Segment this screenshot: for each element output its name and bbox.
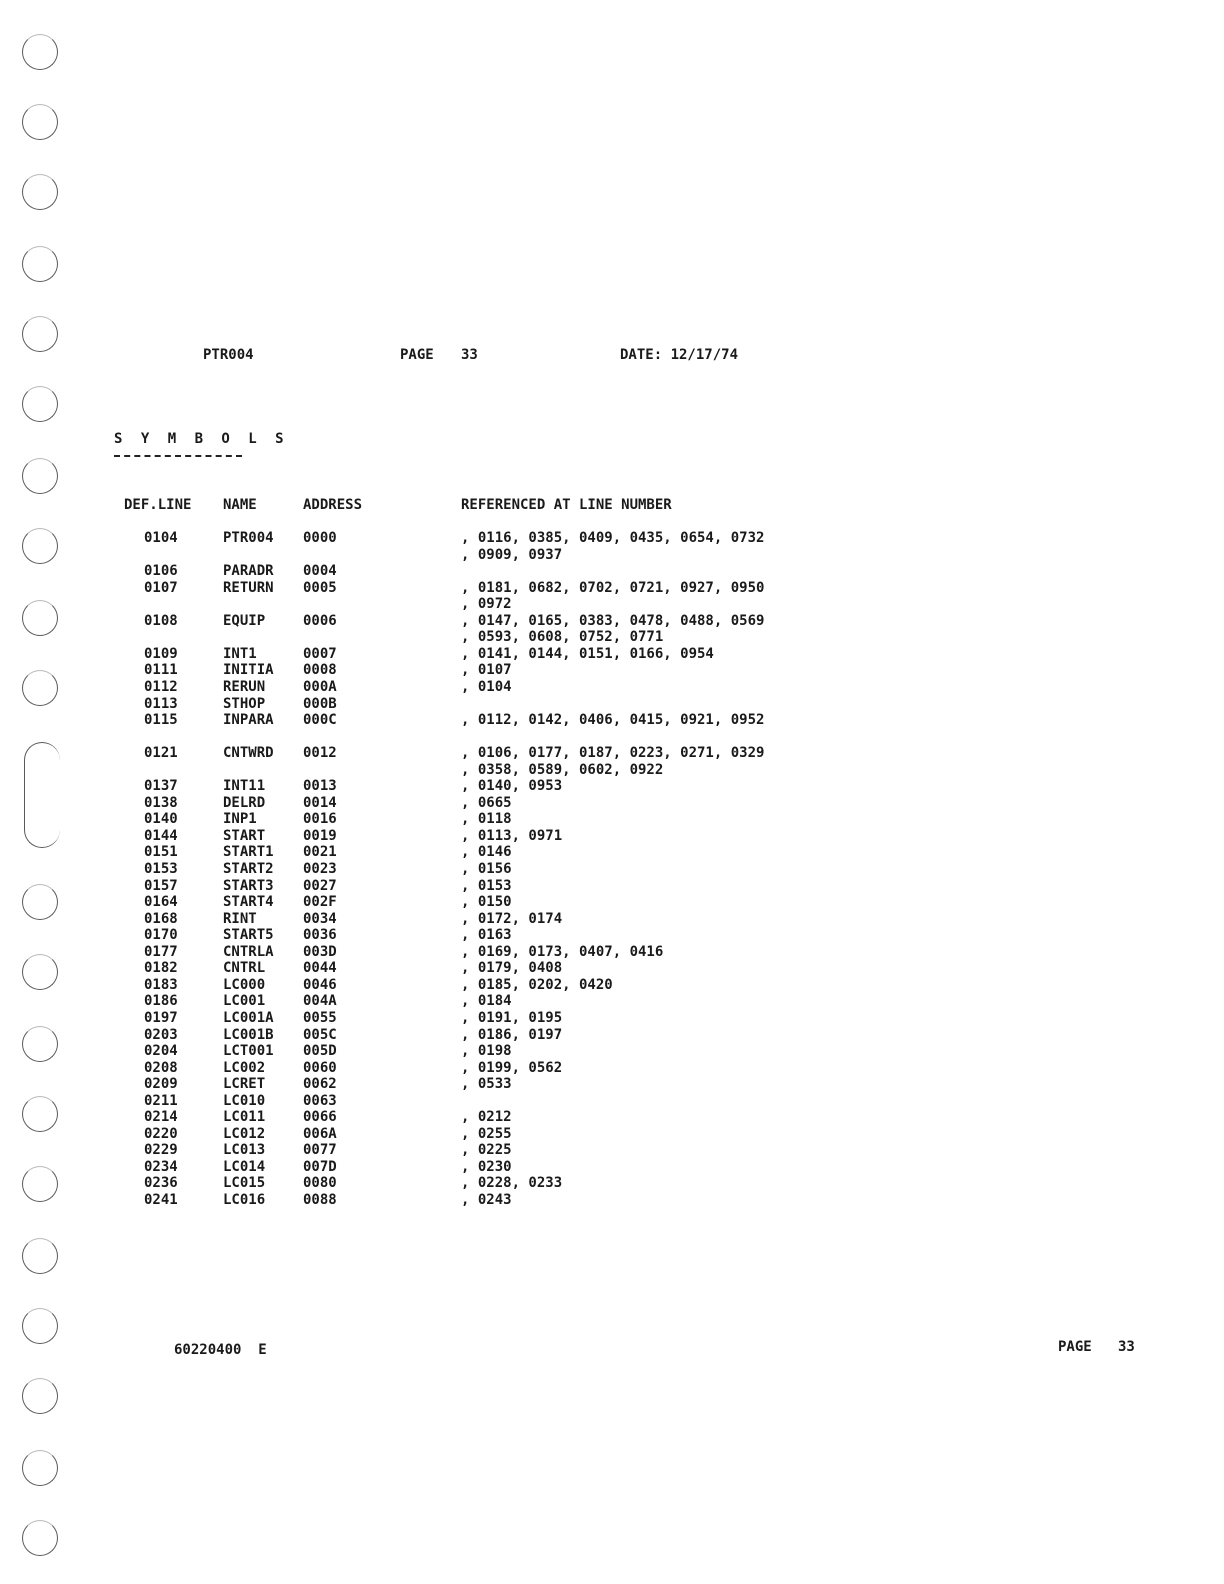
def-line-cell: 0209 [144,1076,178,1093]
references-cell: , 0163 [461,927,512,944]
references-cell: , 0665 [461,794,512,811]
def-line-cell: 0220 [144,1125,178,1142]
name-cell: PTR004 [223,530,274,546]
table-row [0,1109,1224,1125]
references-cell: , 0199, 0562 [461,1059,563,1076]
references-cell: , 0358, 0589, 0602, 0922 [461,761,664,778]
col-def-line: DEF.LINE [124,497,192,513]
table-row [0,944,1224,960]
name-cell: LC011 [223,1109,266,1126]
punch-hole [22,1308,58,1344]
def-line-cell: 0182 [144,960,178,977]
references-cell: , 0153 [461,877,512,894]
address-cell: 006A [303,1125,337,1142]
table-row [0,1142,1224,1158]
table-row [0,1093,1224,1109]
references-cell: , 0243 [461,1192,512,1208]
table-row [0,679,1224,695]
section-title-underline [114,455,242,457]
def-line-cell: 0138 [144,794,178,811]
references-cell: , 0185, 0202, 0420 [461,976,613,993]
references-cell: , 0909, 0937 [461,546,563,563]
def-line-cell: 0203 [144,1026,178,1043]
address-cell: 0080 [303,1175,337,1192]
table-row [0,712,1224,728]
table-row [0,696,1224,712]
punch-hole [22,1450,58,1486]
punch-hole [22,316,58,352]
table-row [0,1175,1224,1191]
name-cell: LCT001 [223,1043,274,1060]
name-cell: DELRD [223,794,266,811]
name-cell: START [223,827,266,844]
address-cell: 0008 [303,662,337,679]
address-cell: 0019 [303,827,337,844]
def-line-cell: 0241 [144,1192,178,1208]
table-row [0,662,1224,678]
def-line-cell: 0113 [144,695,178,712]
name-cell: CNTRL [223,960,266,977]
address-cell: 000B [303,695,337,712]
references-cell: , 0118 [461,811,512,828]
table-row [0,778,1224,794]
def-line-cell: 0115 [144,712,178,729]
def-line-cell: 0236 [144,1175,178,1192]
address-cell: 0063 [303,1092,337,1109]
table-row [0,580,1224,596]
table-row [0,911,1224,927]
address-cell: 0016 [303,811,337,828]
name-cell: LC001 [223,993,266,1010]
footer-page-number: 33 [1118,1339,1135,1355]
header-date: DATE: 12/17/74 [620,347,739,363]
def-line-cell: 0177 [144,943,178,960]
address-cell: 0005 [303,579,337,596]
punch-hole [22,34,58,70]
def-line-cell: 0164 [144,894,178,911]
address-cell: 0014 [303,794,337,811]
punch-hole [22,386,58,422]
address-cell: 0007 [303,645,337,662]
punch-hole [22,1520,58,1556]
name-cell: START1 [223,844,274,861]
def-line-cell: 0107 [144,579,178,596]
def-line-cell: 0151 [144,844,178,861]
address-cell: 0013 [303,778,337,795]
address-cell: 004A [303,993,337,1010]
col-address: ADDRESS [303,497,363,513]
references-cell: , 0140, 0953 [461,778,563,795]
references-cell: , 0533 [461,1076,512,1093]
table-row [0,745,1224,761]
def-line-cell: 0197 [144,1009,178,1026]
col-references: REFERENCED AT LINE NUMBER [461,497,672,513]
references-cell: , 0116, 0385, 0409, 0435, 0654, 0732 [461,530,765,546]
table-row [0,1060,1224,1076]
def-line-cell: 0106 [144,563,178,580]
name-cell: RERUN [223,678,266,695]
footer-page-label: PAGE [1058,1339,1092,1355]
table-row [0,1027,1224,1043]
table-row [0,1043,1224,1059]
header-page-label: PAGE [400,347,434,363]
name-cell: INITIA [223,662,274,679]
def-line-cell: 0186 [144,993,178,1010]
table-row [0,861,1224,877]
address-cell: 0027 [303,877,337,894]
address-cell: 007D [303,1158,337,1175]
def-line-cell: 0208 [144,1059,178,1076]
name-cell: START4 [223,894,274,911]
references-cell: , 0184 [461,993,512,1010]
references-cell: , 0228, 0233 [461,1175,563,1192]
name-cell: LC012 [223,1125,266,1142]
address-cell: 005D [303,1043,337,1060]
name-cell: LC001B [223,1026,274,1043]
name-cell: LC016 [223,1192,266,1208]
address-cell: 0077 [303,1142,337,1159]
def-line-cell: 0111 [144,662,178,679]
def-line-cell: 0121 [144,745,178,762]
punch-hole [22,1378,58,1414]
def-line-cell: 0229 [144,1142,178,1159]
references-cell: , 0150 [461,894,512,911]
references-cell: , 0230 [461,1158,512,1175]
table-row [0,993,1224,1009]
name-cell: INPARA [223,712,274,729]
address-cell: 003D [303,943,337,960]
name-cell: RETURN [223,579,274,596]
references-cell: , 0141, 0144, 0151, 0166, 0954 [461,645,714,662]
name-cell: LC014 [223,1158,266,1175]
references-cell: , 0113, 0971 [461,827,563,844]
references-cell: , 0156 [461,861,512,877]
references-cell: , 0186, 0197 [461,1026,563,1043]
references-cell: , 0972 [461,596,512,613]
def-line-cell: 0153 [144,861,178,877]
address-cell: 0088 [303,1192,337,1208]
table-row [0,547,1224,563]
table-row [0,1076,1224,1092]
def-line-cell: 0183 [144,976,178,993]
program-name: PTR004 [203,347,254,363]
name-cell: LC001A [223,1009,274,1026]
def-line-cell: 0140 [144,811,178,828]
references-cell: , 0172, 0174 [461,910,563,927]
table-row [0,729,1224,745]
references-cell: , 0212 [461,1109,512,1126]
def-line-cell: 0234 [144,1158,178,1175]
name-cell: LC010 [223,1092,266,1109]
def-line-cell: 0214 [144,1109,178,1126]
table-row [0,977,1224,993]
punch-hole [22,174,58,210]
def-line-cell: 0204 [144,1043,178,1060]
def-line-cell: 0170 [144,927,178,944]
address-cell: 0034 [303,910,337,927]
address-cell: 0000 [303,530,337,546]
name-cell: CNTRLA [223,943,274,960]
name-cell: INP1 [223,811,257,828]
table-row [0,530,1224,546]
references-cell: , 0104 [461,678,512,695]
table-row [0,1192,1224,1208]
address-cell: 000C [303,712,337,729]
references-cell: , 0107 [461,662,512,679]
name-cell: EQUIP [223,612,266,629]
table-row [0,629,1224,645]
def-line-cell: 0168 [144,910,178,927]
name-cell: LC002 [223,1059,266,1076]
table-row [0,960,1224,976]
references-cell: , 0147, 0165, 0383, 0478, 0488, 0569 [461,612,765,629]
name-cell: START2 [223,861,274,877]
address-cell: 0021 [303,844,337,861]
section-title: S Y M B O L S [114,431,289,447]
punch-hole [22,104,58,140]
col-name: NAME [223,497,257,513]
address-cell: 0062 [303,1076,337,1093]
name-cell: LC013 [223,1142,266,1159]
name-cell: CNTWRD [223,745,274,762]
def-line-cell: 0104 [144,530,178,546]
address-cell: 0066 [303,1109,337,1126]
name-cell: LC000 [223,976,266,993]
name-cell: RINT [223,910,257,927]
table-row [0,811,1224,827]
name-cell: INT1 [223,645,257,662]
name-cell: LCRET [223,1076,266,1093]
address-cell: 0060 [303,1059,337,1076]
table-row [0,613,1224,629]
table-row [0,596,1224,612]
references-cell: , 0225 [461,1142,512,1159]
def-line-cell: 0211 [144,1092,178,1109]
table-row [0,878,1224,894]
table-row [0,828,1224,844]
def-line-cell: 0157 [144,877,178,894]
punch-hole [22,1238,58,1274]
name-cell: START3 [223,877,274,894]
footer-doc-number: 60220400 E [174,1342,267,1358]
references-cell: , 0255 [461,1125,512,1142]
name-cell: INT11 [223,778,266,795]
references-cell: , 0179, 0408 [461,960,563,977]
address-cell: 0046 [303,976,337,993]
references-cell: , 0106, 0177, 0187, 0223, 0271, 0329 [461,745,765,762]
references-cell: , 0198 [461,1043,512,1060]
address-cell: 0036 [303,927,337,944]
table-row [0,844,1224,860]
address-cell: 0004 [303,563,337,580]
table-row [0,894,1224,910]
def-line-cell: 0137 [144,778,178,795]
def-line-cell: 0108 [144,612,178,629]
name-cell: START5 [223,927,274,944]
name-cell: LC015 [223,1175,266,1192]
name-cell: PARADR [223,563,274,580]
references-cell: , 0169, 0173, 0407, 0416 [461,943,664,960]
references-cell: , 0191, 0195 [461,1009,563,1026]
table-row [0,927,1224,943]
address-cell: 005C [303,1026,337,1043]
references-cell: , 0181, 0682, 0702, 0721, 0927, 0950 [461,579,765,596]
table-row [0,762,1224,778]
address-cell: 0055 [303,1009,337,1026]
def-line-cell: 0112 [144,678,178,695]
punch-hole [22,458,58,494]
table-row [0,563,1224,579]
references-cell: , 0593, 0608, 0752, 0771 [461,629,664,646]
references-cell: , 0112, 0142, 0406, 0415, 0921, 0952 [461,712,765,729]
table-row [0,795,1224,811]
address-cell: 0023 [303,861,337,877]
address-cell: 0006 [303,612,337,629]
table-row [0,1126,1224,1142]
punch-hole [22,246,58,282]
address-cell: 0012 [303,745,337,762]
header-page-number: 33 [461,347,478,363]
address-cell: 000A [303,678,337,695]
references-cell: , 0146 [461,844,512,861]
def-line-cell: 0144 [144,827,178,844]
table-row [0,646,1224,662]
table-row [0,1159,1224,1175]
address-cell: 002F [303,894,337,911]
name-cell: STHOP [223,695,266,712]
table-row [0,1010,1224,1026]
address-cell: 0044 [303,960,337,977]
def-line-cell: 0109 [144,645,178,662]
